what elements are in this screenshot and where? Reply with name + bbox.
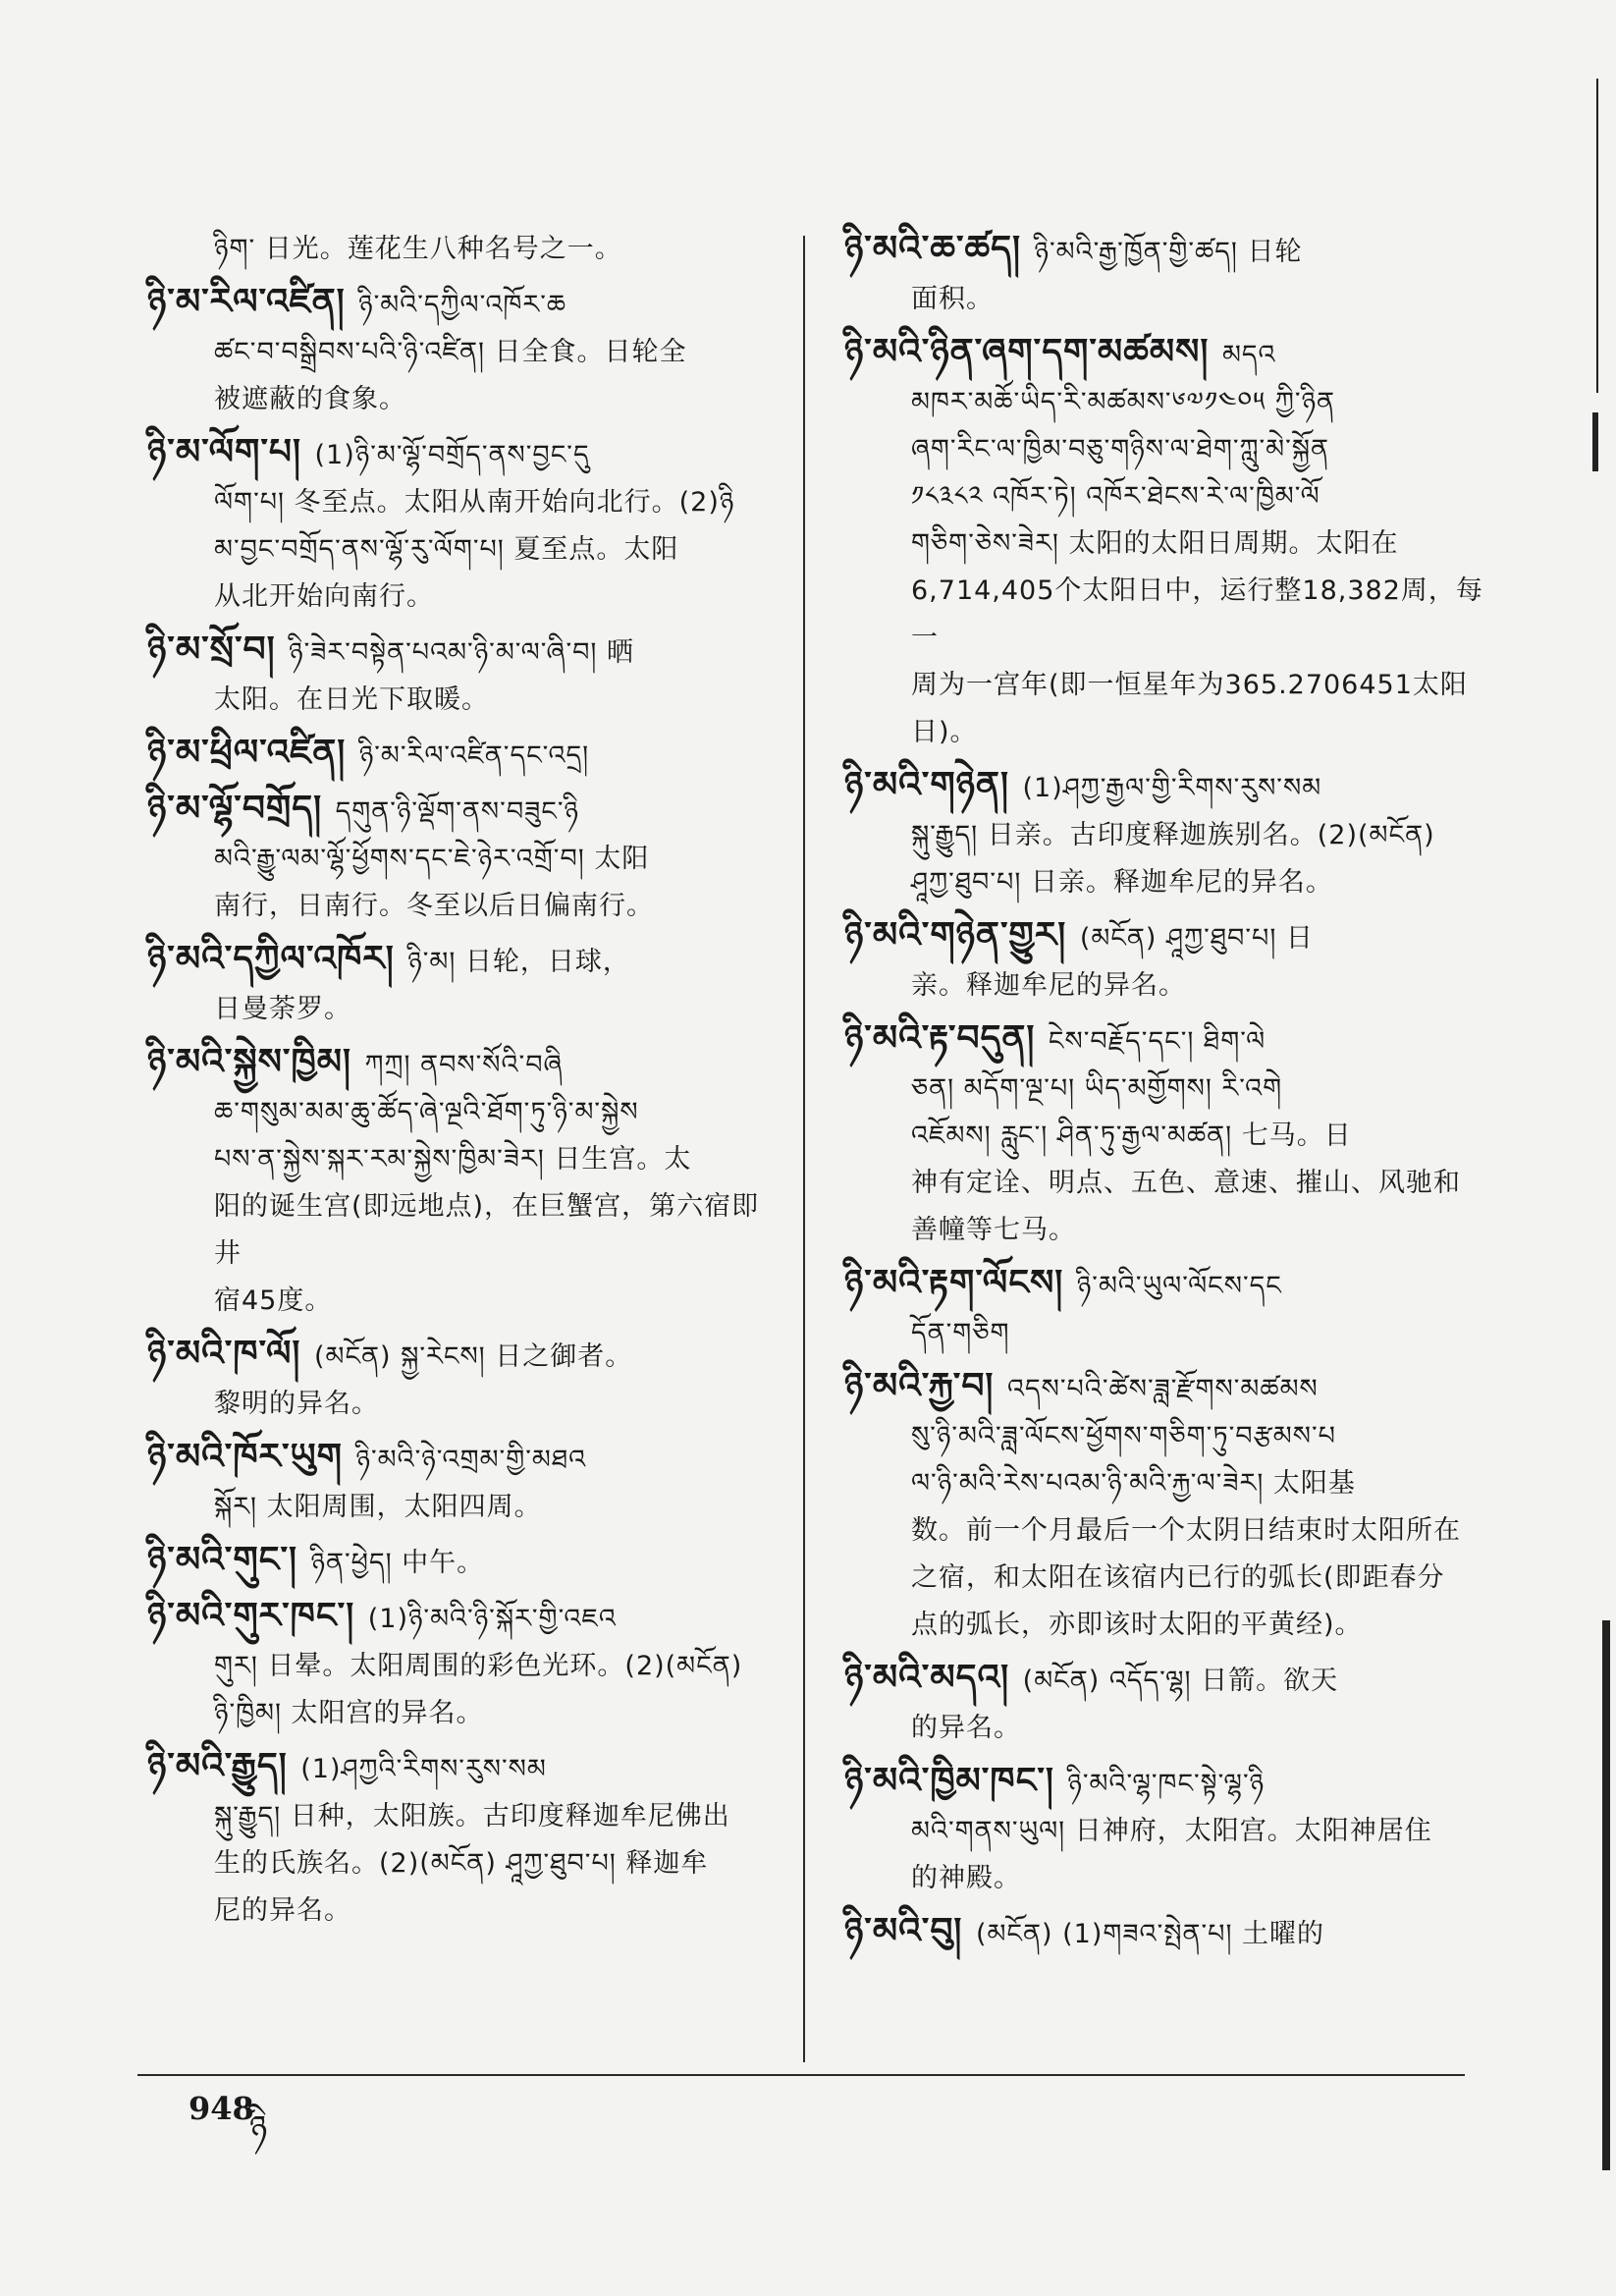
definition-line: 南行，日南行。冬至以后日偏南行。 (214, 891, 654, 921)
definition-line: སུ་ཉི་མའི་ཟླ་ལོངས་ཕྱོགས་གཅིག་ཏུ་བརྩམས་པ (911, 1421, 1336, 1451)
definition-line: སྐུ་རྒྱུད། 日亲。古印度释迦族别名。(2)(མངོན) (911, 820, 1435, 850)
definition-line: ཉི་མའི་རྒྱ་ཁྱོན་གྱི་ཚད། 日轮 (1034, 237, 1303, 267)
scan-edge-mark (1596, 79, 1598, 393)
definition-line: (མངོན) འདོད་ལྷ། 日箭。欲天 (1022, 1666, 1339, 1696)
headword: ཉི་མའི་ཉིན་ཞག་དག་མཚམས། (844, 332, 1222, 372)
entry-first-line (147, 1039, 783, 1089)
definition-line: ལོག་པ། 冬至点。太阳从南开始向北行。(2)ཉི (214, 487, 735, 518)
definition-line: 善幢等七马。 (911, 1215, 1076, 1245)
dictionary-entry (844, 226, 1484, 323)
definition-line: 日曼荼罗。 (214, 994, 351, 1024)
entry-first-line (147, 786, 783, 836)
dictionary-entry (147, 730, 783, 780)
right-column (844, 226, 1484, 1964)
definition-line: (མངོན) སྐྱ་རེངས། 日之御者。 (313, 1341, 633, 1372)
dictionary-entry (844, 1363, 1484, 1649)
dictionary-entry (844, 1908, 1484, 1958)
dictionary-entry (147, 1593, 783, 1737)
headword: ཉི་མ་རིལ་འཛིན། (147, 282, 359, 322)
entry-first-line (147, 1743, 783, 1793)
definition-line: (མངོན) (1)གཟའ་སྤེན་པ། 土曜的 (975, 1919, 1325, 1949)
definition-line: 黎明的异名。 (214, 1389, 379, 1419)
definition-line: པས་ན་སྐྱེས་སྐར་རམ་སྐྱེས་ཁྱིམ་ཟེར། 日生宫。太 (214, 1144, 692, 1175)
headword: ཉི་མའི་མདའ། (844, 1658, 1023, 1698)
entry-first-line (844, 762, 1484, 812)
entry-first-line (844, 329, 1484, 379)
headword: ཉི་མའི་དཀྱིལ་འཁོར། (147, 939, 408, 979)
definition-line: (1)ཤཀྱ་རྒྱལ་གྱི་རིགས་རུས་སམ (1022, 773, 1322, 803)
definition-line: ཤཱཀྱ་ཐུབ་པ། 日亲。释迦牟尼的异名。 (911, 867, 1333, 898)
entry-first-line (147, 1593, 783, 1643)
definition-line: ཉི་མའི་ཉེ་འགྲམ་གྱི་མཐའ (355, 1445, 587, 1475)
headword: ཉི་མ་ལྷོ་བགྲོད། (147, 789, 336, 829)
page-number: 948 (189, 2090, 254, 2127)
dictionary-entry (147, 279, 783, 423)
entry-first-line (844, 1908, 1484, 1958)
dictionary-entry (844, 1758, 1484, 1902)
entry-first-line (147, 279, 783, 329)
left-column (147, 226, 783, 1941)
headword: ཉི་མའི་རྟ་བདུན། (844, 1018, 1049, 1059)
definition-line: ཀཀྲ། ནབས་སོའི་བཞི (364, 1050, 564, 1080)
footer-rule (137, 2074, 1465, 2076)
headword: ཉི་མའི་གུར་ཁང་། (147, 1596, 368, 1636)
dictionary-entry (844, 1260, 1484, 1357)
column-divider (803, 236, 805, 2062)
definition-line: སྐུ་རྒྱུད། 日种，太阳族。古印度释迦牟尼佛出 (214, 1801, 730, 1831)
definition-line: 神有定诠、明点、五色、意速、摧山、风驰和 (911, 1168, 1461, 1198)
dictionary-entry (844, 329, 1484, 756)
dictionary-entry (147, 1743, 783, 1935)
definition-line: དགུན་ཉི་ལྡོག་ནས་བཟུང་ཉི (335, 796, 579, 827)
entry-first-line (147, 627, 783, 677)
scan-edge-mark (1602, 1620, 1610, 2170)
dictionary-entry (844, 1655, 1484, 1752)
definition-line: 点的弧长，亦即该时太阳的平黄经)。 (911, 1610, 1363, 1640)
definition-line: ཉི་མ། 日轮，日球， (407, 947, 630, 977)
definition-line: (1)ཤཀྱའི་རིགས་རུས་སམ (300, 1754, 547, 1784)
definition-line: ཉི་མའི་དཀྱིལ་འཁོར་ཆ (358, 290, 567, 320)
definition-line: འཇོམས། རླུང་། ཤིན་ཏུ་རྒྱལ་མཚན། 七马。日 (911, 1121, 1352, 1151)
definition-line: 尼的异名。 (214, 1895, 351, 1926)
definition-line: ཅན། མདོག་ལྔ་པ། ཡིད་མགྱོགས། རི་འགེ (911, 1073, 1283, 1104)
definition-line: ༡༨༣༨༢ འཁོར་ཏེ། འཁོར་ཐེངས་རེ་ལ་ཁྱིམ་ལོ (911, 481, 1320, 512)
dictionary-entry (147, 936, 783, 1033)
definition-line: (1)ཉི་མའི་ཉི་སྐོར་གྱི་འཇའ (367, 1604, 617, 1634)
definition-line: 被遮蔽的食象。 (214, 384, 406, 414)
definition-line: 太阳。在日光下取暖。 (214, 684, 489, 715)
definition-line: 数。前一个月最后一个太阴日结束时太阳所在 (911, 1515, 1461, 1546)
definition-line: གཅིག་ཅེས་ཟེར། 太阳的太阳日周期。太阳在 (911, 528, 1399, 559)
dictionary-entry (147, 226, 783, 273)
dictionary-entry (147, 1331, 783, 1428)
definition-line: མ་བྱང་བགྲོད་ནས་ལྷོ་རུ་ལོག་པ། 夏至点。太阳 (214, 534, 679, 565)
definition-line: ཉི་ཟེར་བསྟེན་པའམ་ཉི་མ་ལ་ཞི་བ། 晒 (289, 637, 635, 668)
headword: ཉི་མའི་གཉེན་གྱུར། (844, 915, 1080, 956)
entry-first-line (844, 1758, 1484, 1808)
definition-line: མདའ (1221, 340, 1276, 370)
dictionary-entry (147, 1039, 783, 1325)
dictionary-entry (147, 1537, 783, 1587)
definition-line: ཉི་མ་རིལ་འཛིན་དང་འདྲ། (358, 740, 590, 771)
headword: ཉི་མའི་ཆ་ཚད། (844, 229, 1035, 269)
entry-first-line (147, 1537, 783, 1587)
definition-line: 生的氏族名。(2)(མངོན) ཤཱཀྱ་ཐུབ་པ། 释迦牟 (214, 1848, 709, 1879)
dictionary-entry (844, 1015, 1484, 1254)
entry-first-line (844, 1015, 1484, 1066)
headword: ཉི་མའི་རྒྱུད། (147, 1746, 301, 1786)
section-letter: ཉི (249, 2108, 268, 2148)
definition-line: 的异名。 (911, 1713, 1021, 1743)
definition-line: (1)ཉི་མ་ལྷོ་བགྲོད་ནས་བྱང་དུ (314, 440, 590, 470)
scan-edge-mark (1592, 412, 1598, 471)
headword: ཉི་མ་ཕྲིལ་འཛིན། (147, 733, 359, 773)
definition-line: 周为一宫年(即一恒星年为365.2706451太阳日)。 (911, 670, 1468, 747)
definition-line: མཁར་མཆོ་ཡིད་རི་མཚམས་༦༧༡༤༠༥ ཀྱི་ཉིན (911, 387, 1336, 417)
headword: ཉི་མའི་ཁ་ལོ། (147, 1334, 314, 1374)
definition-line: ཆ་གསུམ་མམ་ཆུ་ཚོད་ཞེ་ལྔའི་ཐོག་ཏུ་ཉི་མ་སྐྱེས (214, 1097, 639, 1127)
entry-first-line (844, 226, 1484, 276)
definition-line: གུར། 日晕。太阳周围的彩色光环。(2)(མངོན) (214, 1651, 743, 1681)
definition-line: ཉི་ཁྱིམ། 太阳宫的异名。 (214, 1698, 484, 1728)
headword: ཉི་མའི་ཁྱིམ་ཁང་། (844, 1761, 1068, 1801)
definition-line: 之宿，和太阳在该宿内已行的弧长(即距春分 (911, 1562, 1445, 1593)
definition-line: འདས་པའི་ཚེས་ཟླ་རྫོགས་མཚམས (1006, 1374, 1319, 1404)
definition-line: (མངོན) ཤཱཀྱ་ཐུབ་པ། 日 (1079, 923, 1314, 954)
headword: ཉི་མའི་གཉེན། (844, 765, 1023, 805)
definition-line: མའི་རྒྱུ་ལམ་ལྷོ་ཕྱོགས་དང་ཇེ་ཉེར་འགྲོ་བ། 太阳 (214, 844, 650, 874)
headword: ཉི་མ་སྲོ་བ། (147, 629, 290, 670)
definition-line: 宿45度。 (214, 1285, 333, 1316)
definition-line: སྐོར། 太阳周围，太阳四周。 (214, 1492, 542, 1522)
definition-line: ཉི་མའི་ལྷ་ཁང་སྟེ་ལྷ་ཉི (1067, 1769, 1266, 1799)
dictionary-entry (147, 1434, 783, 1531)
definition-line: 的神殿。 (911, 1863, 1021, 1893)
definition-line: 阳的诞生宫(即远地点)，在巨蟹宫，第六宿即井 (214, 1191, 760, 1269)
headword: ཉི་མའི་རྐྱ་བ། (844, 1366, 1007, 1406)
dictionary-entry (147, 627, 783, 724)
entry-first-line (147, 936, 783, 986)
definition-line: 6,714,405个太阳日中，运行整18,382周，每一 (911, 575, 1483, 653)
definition-line: 亲。释迦牟尼的异名。 (911, 970, 1186, 1001)
definition-line: ཉི་མའི་ཡུལ་ལོངས་དང (1076, 1271, 1282, 1301)
definition-line: ཉིན་ཕྱེད། 中午。 (310, 1548, 485, 1578)
dictionary-entry (844, 762, 1484, 906)
entry-first-line (844, 1363, 1484, 1413)
entry-first-line (147, 1434, 783, 1484)
entry-first-line (147, 429, 783, 479)
definition-line: མའི་གནས་ཡུལ། 日神府，太阳宫。太阳神居住 (911, 1816, 1432, 1846)
headword: ཉི་མའི་རྟག་ལོངས། (844, 1263, 1077, 1303)
definition-line: 从北开始向南行。 (214, 581, 434, 612)
dictionary-entry (147, 786, 783, 930)
headword: ཉི་མའི་སྐྱེས་ཁྱིམ། (147, 1042, 365, 1082)
entry-first-line (147, 226, 783, 273)
headword: ཉི་མ་ལོག་པ། (147, 432, 315, 472)
definition-line: ངེས་བརྗོད་དང་། ཐིག་ལེ (1048, 1026, 1266, 1057)
definition-line: ཞག་རིང་ལ་ཁྱིམ་བཅུ་གཉིས་ལ་ཐེག་ཀླུ་མེ་སྐྱོན (911, 434, 1330, 465)
entry-first-line (844, 1655, 1484, 1705)
entry-first-line (844, 1260, 1484, 1310)
headword: ཉི་མའི་ཁོར་ཡུག (147, 1437, 356, 1477)
definition-line: 面积。 (911, 284, 994, 314)
headword: ཉི་མའི་བུ། (844, 1911, 976, 1951)
dictionary-entry (147, 429, 783, 621)
entry-first-line (147, 1331, 783, 1381)
entry-first-line (844, 912, 1484, 962)
definition-line: ལ་ཉི་མའི་རེས་པའམ་ཉི་མའི་རྐྱ་ལ་ཟེར། 太阳基 (911, 1468, 1356, 1499)
definition-line: དོན་གཅིག (911, 1318, 1010, 1348)
definition-line: ཉིག་ 日光。莲花生八种名号之一。 (214, 234, 622, 264)
dictionary-entry (844, 912, 1484, 1010)
definition-line: ཚང་བ་བསྒྲིབས་པའི་ཉི་འཛིན། 日全食。日轮全 (214, 337, 687, 367)
entry-first-line (147, 730, 783, 780)
headword: ཉི་མའི་གུང་། (147, 1540, 311, 1580)
